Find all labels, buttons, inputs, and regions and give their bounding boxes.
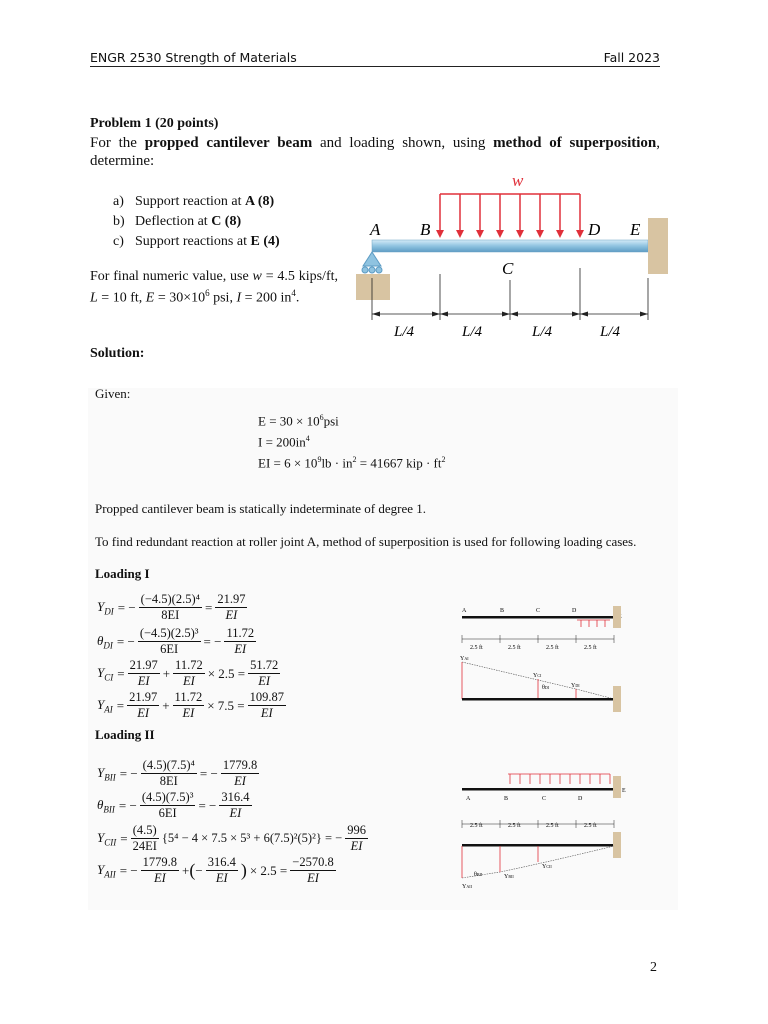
roller-support: [356, 252, 390, 300]
svg-text:2.5 ft: 2.5 ft: [584, 645, 597, 651]
svg-text:A: A: [462, 608, 467, 614]
question-c: c) Support reactions at E (4): [113, 234, 280, 249]
svg-text:C: C: [536, 608, 541, 614]
course-title: ENGR 2530 Strength of Materials: [90, 50, 297, 65]
svg-text:YAI: YAI: [460, 656, 469, 662]
span-label-2: L/4: [462, 324, 483, 340]
statement-superposition: To find redundant reaction at roller joint A, method of superposition is used for following loading cases.: [95, 534, 637, 549]
loading-1-diagram: [458, 604, 633, 724]
eq-y-cii: $Y_{CII}$ = (4.5) 24EI {5⁴ − 4 × 7.5 × 5³ + 6(7.5)²(5)²} = − $\frac{996}{EI}$: [97, 823, 366, 853]
svg-text:YCI: YCI: [533, 673, 542, 679]
span-label-3: L/4: [532, 324, 553, 340]
solution-heading: Solution:: [90, 346, 145, 361]
loading-2-diagram: [458, 770, 633, 895]
problem-title: Problem 1 (20 points): [90, 116, 219, 131]
svg-text:D: D: [572, 608, 577, 614]
beam: [372, 240, 648, 252]
loading-2-title: Loading II: [95, 727, 155, 742]
page-header: [90, 50, 660, 67]
given-EI: EI = $6 \times 10^9lb \cdot in^2 = 41667$ kip · $ft^2$: [258, 455, 446, 471]
svg-text:YCII: YCII: [542, 864, 552, 870]
eq-y-ai: $Y_{AI}$ = 21.97 EI + $\frac{11.72}{EI}$ × 7.5 = $\frac{109.87}{EI}$: [97, 690, 285, 720]
svg-text:B: B: [504, 796, 509, 802]
question-a: a) Support reaction at A (8): [113, 194, 275, 209]
numeric-values: For final numeric value, use w = 4.5 kips/ft, L = 10 ft, $E = 30\times 10^6$ psi, I = 200 $in^4$.: [90, 269, 338, 306]
svg-text:D: D: [578, 796, 583, 802]
statement-indeterminate: Propped cantilever beam is statically indeterminate of degree 1.: [95, 501, 427, 516]
distributed-load: [436, 194, 584, 238]
loading-1-title: Loading I: [95, 566, 150, 581]
given-I: $I = 200in^4$: [258, 434, 310, 450]
svg-text:E: E: [622, 788, 626, 794]
point-label-d: D: [588, 220, 601, 239]
svg-text:2.5 ft: 2.5 ft: [546, 823, 559, 829]
svg-text:C: C: [542, 796, 547, 802]
svg-text:2.5 ft: 2.5 ft: [508, 645, 521, 651]
eq-theta-bii: $\theta_{BII}$ = − (4.5)(7.5)³ 6EI = − 316.4 EI: [97, 790, 250, 820]
svg-text:θDI: θDI: [542, 685, 550, 691]
question-list: [113, 192, 280, 252]
beam-figure: [350, 168, 680, 348]
point-label-e: E: [630, 220, 641, 239]
eq-y-bii: $Y_{BII}$ = − (4.5)(7.5)⁴ 8EI = − 1779.8 EI: [97, 758, 258, 788]
given-label: Given:: [95, 386, 131, 401]
svg-text:2.5 ft: 2.5 ft: [508, 823, 521, 829]
eq-y-ci: $Y_{CI}$ = 21.97 EI + $\frac{11.72}{EI}$ × 2.5 = $\frac{51.72}{EI}$: [97, 658, 279, 688]
page-number: 2: [650, 960, 657, 975]
svg-text:YAII: YAII: [462, 884, 472, 890]
point-label-c: C: [502, 259, 514, 278]
given-E: $E = 30 \times 10^6psi$: [258, 413, 339, 429]
eq-theta-di: $\theta_{DI}$ = − (−4.5)(2.5)³ 6EI = − 11.72 EI: [97, 626, 255, 656]
term: Fall 2023: [603, 50, 660, 65]
point-label-a: A: [370, 220, 381, 239]
svg-text:2.5 ft: 2.5 ft: [546, 645, 559, 651]
svg-text:2.5 ft: 2.5 ft: [470, 645, 483, 651]
svg-text:A: A: [466, 796, 471, 802]
point-label-b: B: [420, 220, 431, 239]
svg-text:2.5 ft: 2.5 ft: [470, 823, 483, 829]
question-b: b) Deflection at C (8): [113, 214, 242, 229]
svg-text:B: B: [500, 608, 505, 614]
span-label-1: L/4: [394, 324, 415, 340]
load-label-w: w: [512, 171, 524, 190]
svg-text:θBII: θBII: [474, 872, 483, 878]
svg-text:YDI: YDI: [571, 683, 580, 689]
problem-intro: For the propped cantilever beam and loading shown, using method of superposition, determine:: [90, 135, 660, 169]
span-label-4: L/4: [600, 324, 621, 340]
svg-text:2.5 ft: 2.5 ft: [584, 823, 597, 829]
svg-text:YBII: YBII: [504, 874, 514, 880]
eq-y-aii: $Y_{AII}$ = − 1779.8 EI + ( − 316.4 EI ) × 2.5 = $\frac{-2570.8}{EI}$: [97, 855, 334, 885]
fixed-wall: [648, 218, 668, 274]
eq-y-di: $Y_{DI}$ = − (−4.5)(2.5)⁴ 8EI = 21.97 EI: [97, 592, 246, 622]
